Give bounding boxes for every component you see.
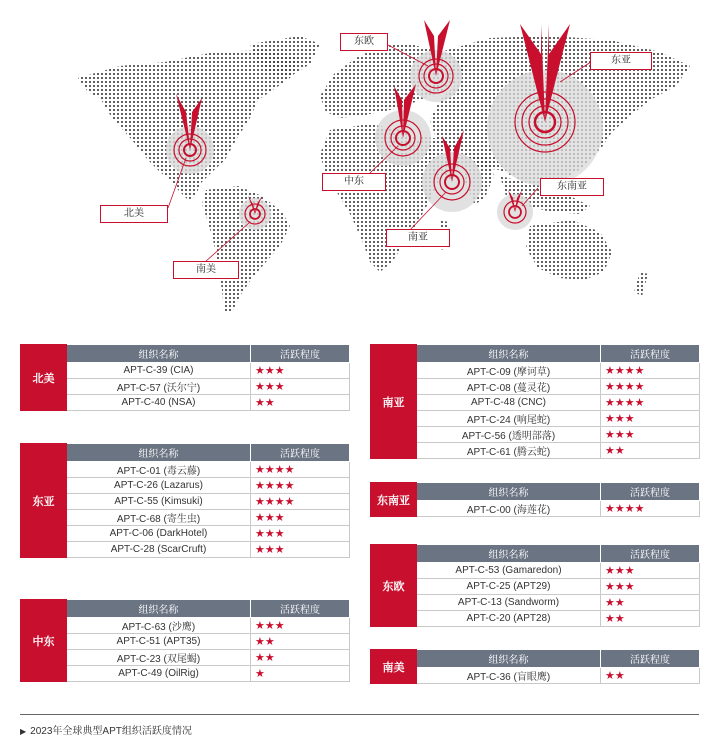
header-name: 组织名称 [67,444,251,462]
org-name: APT-C-25 (APT29) [417,579,601,595]
star-icon: ★ [255,528,265,540]
table-row [371,411,700,427]
star-icon: ★ [255,397,265,409]
star-icon: ★ [614,413,625,425]
table-row [371,579,700,595]
activity-rating [601,595,700,611]
org-name: APT-C-26 (Lazarus) [67,478,251,494]
star-icon: ★ [255,512,265,524]
star-icon: ★ [255,668,265,680]
star-icon: ★ [284,464,295,476]
table-row [21,510,350,526]
activity-rating [251,510,350,526]
table-row [21,650,350,666]
table-row [21,526,350,542]
activity-rating [251,478,350,494]
star-icon: ★ [624,365,635,377]
header-activity: 活跃程度 [601,345,700,363]
org-name: APT-C-49 (OilRig) [67,666,251,682]
table-north-america [20,344,350,411]
activity-rating [251,634,350,650]
table-row [371,427,700,443]
activity-rating [251,462,350,478]
header-activity: 活跃程度 [251,444,350,462]
star-icon: ★ [624,413,635,425]
star-icon: ★ [605,381,615,393]
star-icon: ★ [255,496,265,508]
star-icon: ★ [264,620,275,632]
activity-rating [251,379,350,395]
star-icon: ★ [264,381,275,393]
half-star-icon: ★ [274,544,285,556]
star-icon: ★ [614,581,625,593]
header-name: 组织名称 [417,650,601,668]
star-icon: ★ [624,397,635,409]
org-name: APT-C-68 (寄生虫) [67,510,251,526]
table-row [371,668,700,684]
half-star-icon: ★ [634,397,645,409]
region-cell: 东南亚 [371,483,417,517]
table-row [21,666,350,682]
star-icon: ★ [605,365,615,377]
star-icon: ★ [264,397,275,409]
org-name: APT-C-39 (CIA) [67,363,251,379]
header-name: 组织名称 [417,545,601,563]
star-icon: ★ [264,512,275,524]
star-icon: ★ [605,597,615,609]
region-cell: 南美 [371,650,417,684]
activity-rating [251,363,350,379]
header-activity: 活跃程度 [601,650,700,668]
activity-rating [601,501,700,517]
star-icon: ★ [264,496,275,508]
star-icon: ★ [274,496,285,508]
activity-rating [601,611,700,627]
map-label-north-america: 北美 [100,205,168,223]
star-icon: ★ [274,464,285,476]
table-row [371,363,700,379]
header-activity: 活跃程度 [251,600,350,618]
map-label-middle-east: 中东 [322,173,386,191]
star-icon: ★ [255,464,265,476]
star-icon: ★ [264,652,275,664]
org-name: APT-C-24 (响尾蛇) [417,411,601,427]
region-cell: 北美 [21,345,67,411]
star-icon: ★ [614,429,625,441]
star-icon: ★ [624,381,635,393]
star-icon: ★ [255,636,265,648]
star-icon: ★ [605,429,615,441]
activity-rating [601,443,700,459]
star-icon: ★ [614,503,625,515]
header-activity: 活跃程度 [601,483,700,501]
table-row [21,494,350,510]
org-name: APT-C-55 (Kimsuki) [67,494,251,510]
table-row [371,379,700,395]
org-name: APT-C-53 (Gamaredon) [417,563,601,579]
star-icon: ★ [605,565,615,577]
header-name: 组织名称 [67,600,251,618]
table-row [371,595,700,611]
continent-australia [526,220,612,280]
region-cell: 东亚 [21,444,67,558]
activity-rating [601,395,700,411]
star-icon: ★ [274,365,285,377]
org-name: APT-C-57 (沃尔宁) [67,379,251,395]
table-row [371,395,700,411]
star-icon: ★ [264,544,275,556]
star-icon: ★ [605,613,615,625]
activity-rating [601,579,700,595]
star-icon: ★ [255,620,265,632]
org-name: APT-C-61 (腾云蛇) [417,443,601,459]
star-icon: ★ [605,581,615,593]
activity-rating [251,494,350,510]
org-name: APT-C-06 (DarkHotel) [67,526,251,542]
org-name: APT-C-08 (蔓灵花) [417,379,601,395]
table-east-asia [20,443,350,558]
star-icon: ★ [614,445,625,457]
half-star-icon: ★ [624,429,635,441]
table-row [21,634,350,650]
half-star-icon: ★ [634,381,645,393]
table-middle-east [20,599,350,682]
map-label-southeast-asia: 东南亚 [540,178,604,196]
activity-rating [251,542,350,558]
table-row [371,501,700,517]
org-name: APT-C-20 (APT28) [417,611,601,627]
star-icon: ★ [255,381,265,393]
activity-rating [601,411,700,427]
star-icon: ★ [274,512,285,524]
star-icon: ★ [274,381,285,393]
activity-rating [601,379,700,395]
star-icon: ★ [614,597,625,609]
table-east-europe [370,544,700,627]
star-icon: ★ [605,445,615,457]
table-row [21,618,350,634]
caption-text: 2023年全球典型APT组织活跃度情况 [30,726,192,737]
table-row [21,478,350,494]
org-name: APT-C-09 (摩诃草) [417,363,601,379]
map-label-east-europe: 东欧 [340,33,388,51]
org-name: APT-C-51 (APT35) [67,634,251,650]
star-icon: ★ [274,480,285,492]
star-icon: ★ [274,620,285,632]
caption-rule [20,714,699,715]
table-south-america [370,649,700,684]
org-name: APT-C-36 (盲眼鹰) [417,668,601,684]
org-name: APT-C-23 (双尾蝎) [67,650,251,666]
header-name: 组织名称 [417,483,601,501]
table-row [21,462,350,478]
header-name: 组织名称 [417,345,601,363]
star-icon: ★ [255,544,265,556]
org-name: APT-C-01 (毒云藤) [67,462,251,478]
org-name: APT-C-13 (Sandworm) [417,595,601,611]
activity-rating [601,427,700,443]
region-cell: 东欧 [371,545,417,627]
table-row [21,542,350,558]
org-name: APT-C-00 (海莲花) [417,501,601,517]
region-cell: 南亚 [371,345,417,459]
continent-new-zealand [634,272,648,296]
figure-caption [20,722,192,737]
triangle-icon: ▶ [20,727,27,736]
org-name: APT-C-28 (ScarCruft) [67,542,251,558]
continent-north-america [78,50,300,200]
star-icon: ★ [624,503,635,515]
star-icon: ★ [264,480,275,492]
activity-rating [251,618,350,634]
star-icon: ★ [605,503,615,515]
activity-rating [601,363,700,379]
star-icon: ★ [255,365,265,377]
half-star-icon: ★ [284,496,295,508]
star-icon: ★ [614,565,625,577]
map-label-east-asia: 东亚 [590,52,652,70]
star-icon: ★ [614,381,625,393]
org-name: APT-C-56 (透明部落) [417,427,601,443]
map-label-south-asia: 南亚 [386,229,450,247]
org-name: APT-C-63 (沙鹰) [67,618,251,634]
star-icon: ★ [605,670,615,682]
star-icon: ★ [605,397,615,409]
star-icon: ★ [274,528,285,540]
header-activity: 活跃程度 [251,345,350,363]
star-icon: ★ [614,613,625,625]
star-icon: ★ [264,636,275,648]
star-icon: ★ [624,581,635,593]
activity-rating [601,563,700,579]
half-star-icon: ★ [284,480,295,492]
header-name: 组织名称 [67,345,251,363]
table-row [21,395,350,411]
table-row [21,363,350,379]
star-icon: ★ [605,413,615,425]
star-icon: ★ [614,397,625,409]
star-icon: ★ [255,652,265,664]
star-icon: ★ [264,464,275,476]
org-name: APT-C-48 (CNC) [417,395,601,411]
star-icon: ★ [255,480,265,492]
star-icon: ★ [634,503,645,515]
map-label-south-america: 南美 [173,261,239,279]
half-star-icon: ★ [614,670,625,682]
activity-rating [251,526,350,542]
table-southeast-asia [370,482,700,517]
region-cell: 中东 [21,600,67,682]
org-name: APT-C-40 (NSA) [67,395,251,411]
half-star-icon: ★ [634,365,645,377]
activity-rating [251,650,350,666]
activity-rating [601,668,700,684]
activity-rating [251,666,350,682]
activity-rating [251,395,350,411]
star-icon: ★ [624,565,635,577]
table-row [371,563,700,579]
table-row [371,443,700,459]
table-south-asia [370,344,700,459]
header-activity: 活跃程度 [601,545,700,563]
star-icon: ★ [264,365,275,377]
star-icon: ★ [614,365,625,377]
table-row [21,379,350,395]
table-row [371,611,700,627]
star-icon: ★ [264,528,275,540]
